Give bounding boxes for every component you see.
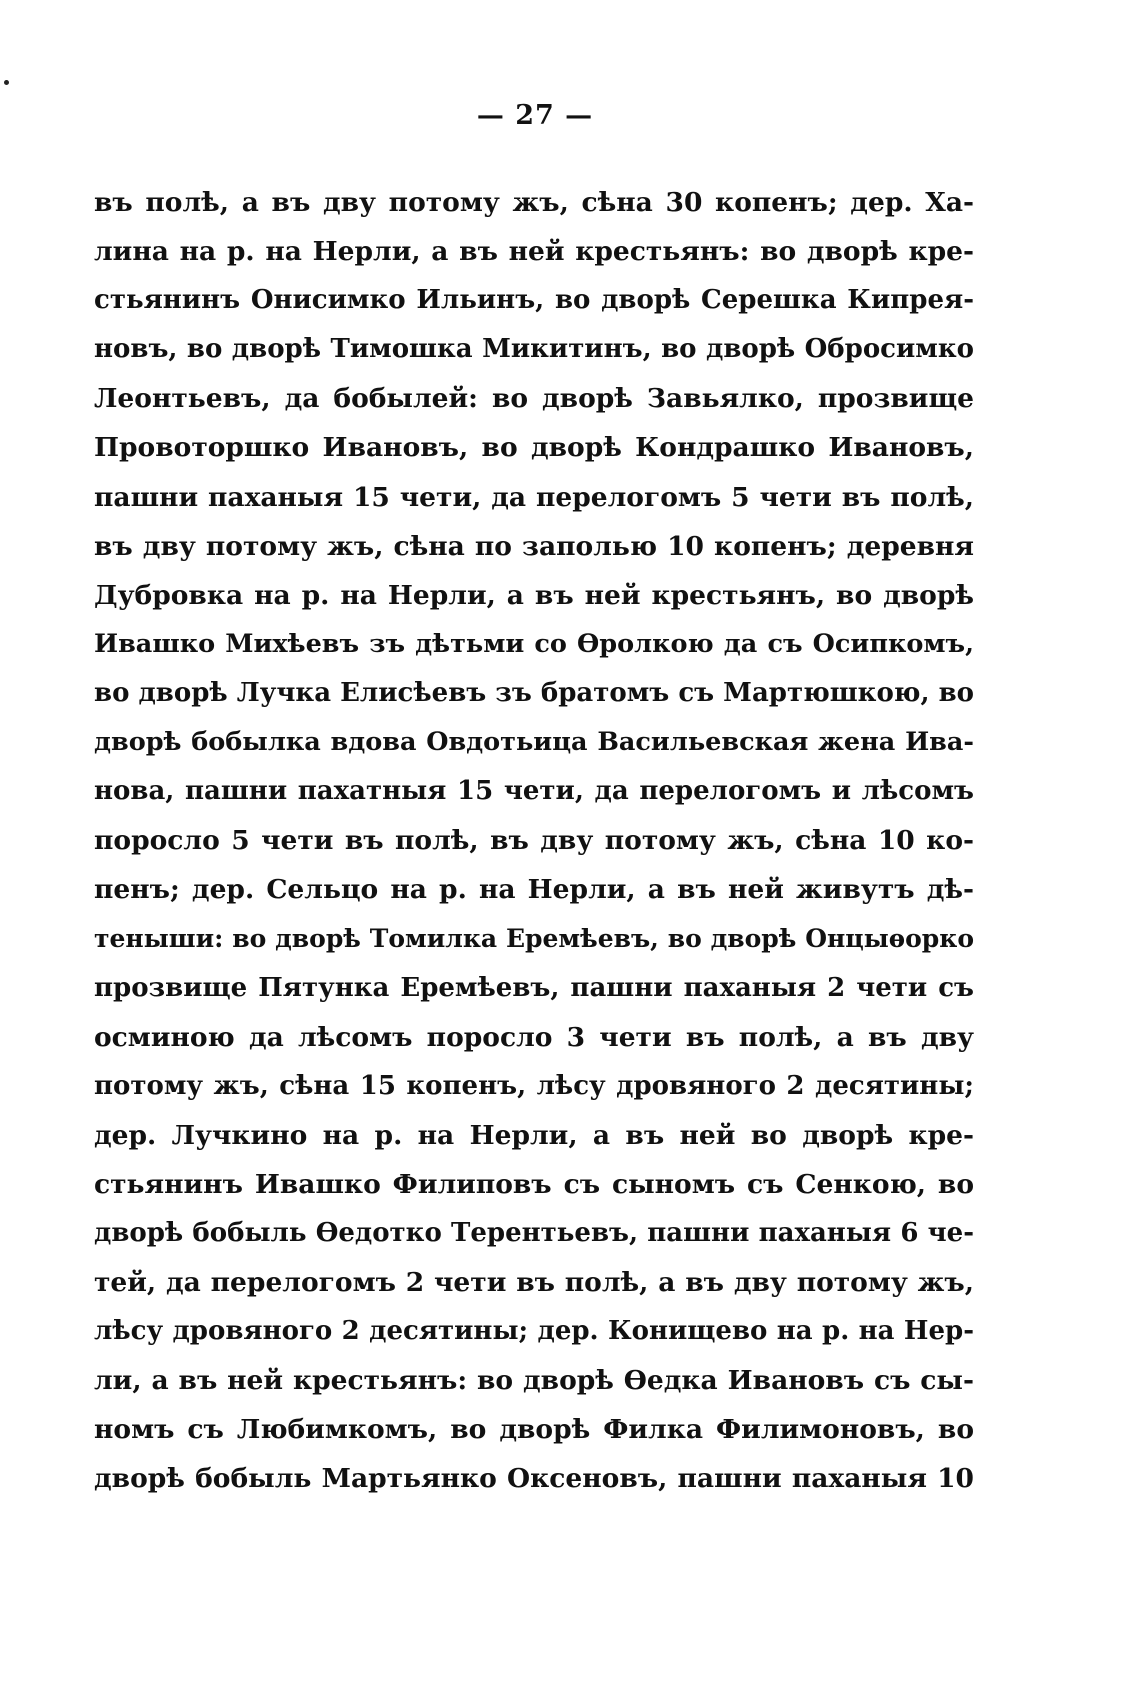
- text-line: новъ, во дворѣ Тимошка Микитинъ, во дворѣ Обросимко: [94, 334, 974, 365]
- text-line: дворѣ бобыль Ѳедотко Терентьевъ, пашни паханыя 6 че-: [94, 1217, 974, 1248]
- text-line: нова, пашни пахатныя 15 чети, да перелогомъ и лѣсомъ: [94, 776, 974, 807]
- text-line: номъ съ Любимкомъ, во дворѣ Филка Филимоновъ, во: [94, 1414, 974, 1446]
- text-line: осминою да лѣсомъ поросло 3 чети въ полѣ, а въ дву: [94, 1021, 974, 1053]
- text-line: тей, да перелогомъ 2 чети въ полѣ, а въ дву потому жъ,: [94, 1267, 974, 1299]
- margin-mark: [4, 80, 9, 85]
- text-line: теныши: во дворѣ Томилка Еремѣевъ, во дворѣ Онцыѳорко: [94, 924, 974, 954]
- body-text: [94, 178, 974, 1504]
- text-line: стьянинъ Онисимко Ильинъ, во дворѣ Серешка Кипрея-: [94, 285, 974, 316]
- text-line: лина на р. на Нерли, а въ ней крестьянъ: во дворѣ кре-: [94, 236, 974, 268]
- text-line: Ивашко Михѣевъ зъ дѣтьми со Ѳролкою да съ Осипкомъ,: [94, 628, 974, 659]
- text-line: пенъ; дер. Сельцо на р. на Нерли, а въ ней живутъ дѣ-: [94, 874, 974, 906]
- text-line: потому жъ, сѣна 15 копенъ, лѣсу дровяного 2 десятины;: [94, 1070, 974, 1101]
- text-line: прозвище Пятунка Еремѣевъ, пашни паханыя 2 чети съ: [94, 972, 974, 1003]
- text-line: Дубровка на р. на Нерли, а въ ней крестьянъ, во дворѣ: [94, 579, 974, 611]
- text-line: въ полѣ, а въ дву потому жъ, сѣна 30 копенъ; дер. Ха-: [94, 187, 974, 218]
- text-line: въ дву потому жъ, сѣна по заполью 10 копенъ; деревня: [94, 530, 974, 562]
- text-line: Леонтьевъ, да бобылей: во дворѣ Завьялко, прозвище: [94, 383, 974, 415]
- text-line: дер. Лучкино на р. на Нерли, а въ ней во дворѣ кре-: [94, 1119, 974, 1151]
- text-line: пашни паханыя 15 чети, да перелогомъ 5 чети въ полѣ,: [94, 481, 974, 513]
- text-line: стьянинъ Ивашко Филиповъ съ сыномъ съ Сенкою, во: [94, 1168, 974, 1200]
- text-line: дворѣ бобыль Мартьянко Оксеновъ, пашни паханыя 10: [94, 1463, 974, 1495]
- text-line: Провоторшко Ивановъ, во дворѣ Кондрашко Ивановъ,: [94, 432, 974, 464]
- text-line: поросло 5 чети въ полѣ, въ дву потому жъ, сѣна 10 ко-: [94, 825, 974, 857]
- page-number: — 27 —: [476, 100, 594, 131]
- text-line: дворѣ бобылка вдова Овдотьица Васильевская жена Ива-: [94, 727, 974, 758]
- text-line: лѣсу дровяного 2 десятины; дер. Конищево на р. на Нер-: [94, 1316, 974, 1347]
- text-line: ли, а въ ней крестьянъ: во дворѣ Ѳедка Ивановъ съ сы-: [94, 1365, 974, 1397]
- text-line: во дворѣ Лучка Елисѣевъ зъ братомъ съ Мартюшкою, во: [94, 677, 974, 708]
